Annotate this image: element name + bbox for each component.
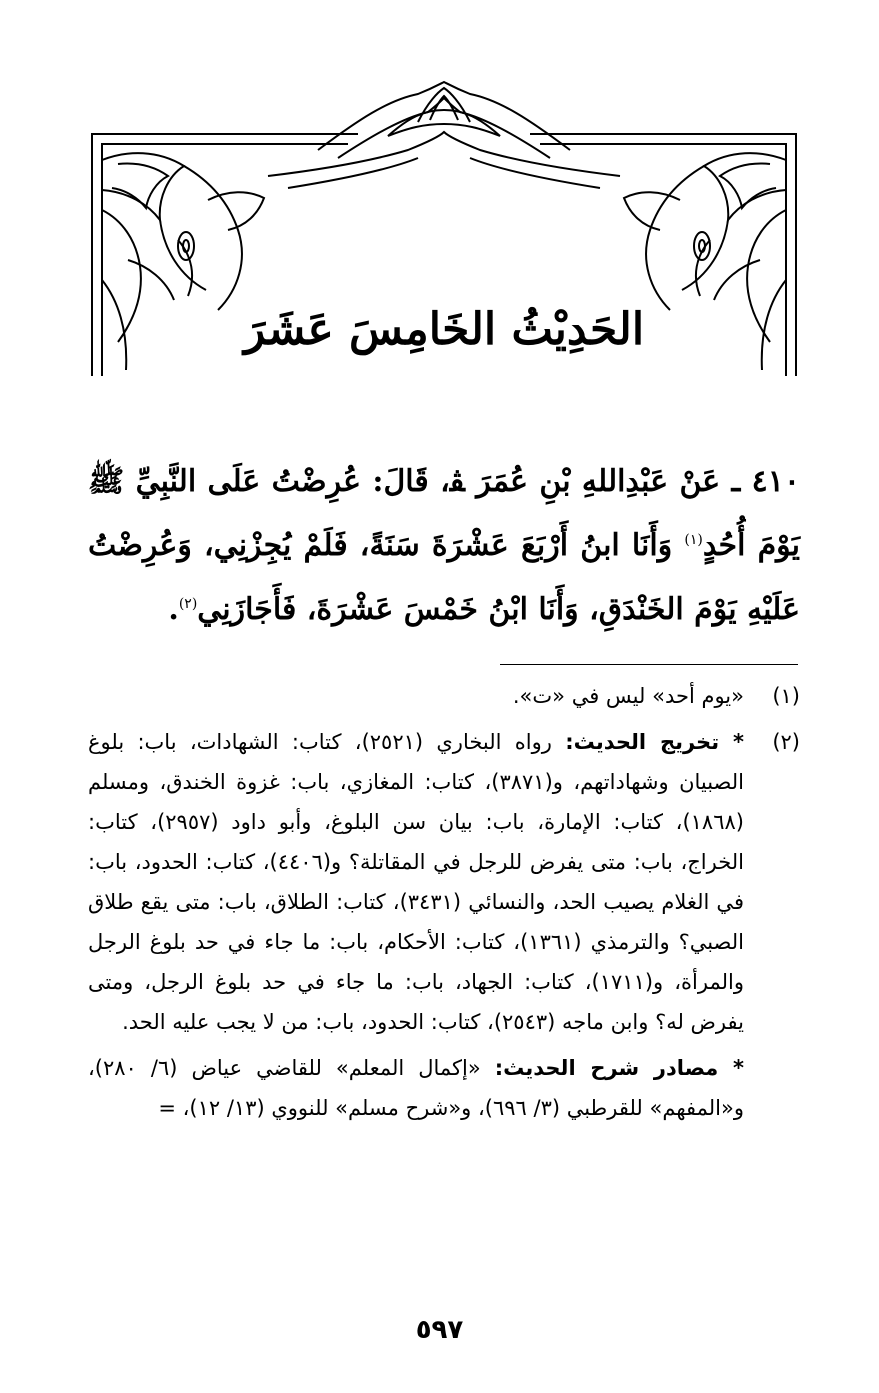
footnote-separator [500,664,798,665]
footnote-number: (٢) [772,730,800,754]
footnote-number: (١) [772,684,800,708]
takhrij-label: * تخريج الحديث: [565,730,744,754]
chapter-title: الحَدِيْثُ الخَامِسَ عَشَرَ [243,304,645,355]
sources-label: * مصادر شرح الحديث: [494,1056,744,1080]
hadith-body-continued: وَأَنَا ابنُ أَرْبَعَ عَشْرَةَ سَنَةً، فَلَمْ يُجِزْنِي، وَعُرِضْتُ عَلَيْهِ يَوْمَ الخَنْدَقِ، وَأَنَا ابْنُ خَمْسَ عَشْرَةَ، فَأَجَازَنِي [88,528,800,627]
footnote-marker-1: (١) [684,532,703,548]
hadith-body: ٤١٠ ـ عَنْ عَبْدِاللهِ بْنِ عُمَرَ ﭭ، قَالَ: عُرِضْتُ عَلَى النَّبِيِّ ﷺ يَوْمَ أُحُدٍ [88,464,800,563]
footnotes [88,676,800,1128]
footnote-1 [88,676,800,716]
footnote-text [88,722,744,1042]
hadith-text [88,452,800,639]
page-number: ٥٩٧ [415,1315,464,1345]
footnote-2 [88,722,800,1042]
takhrij-text: رواه البخاري (٢٥٢١)، كتاب: الشهادات، باب: بلوغ الصبيان وشهاداتهم، و(٣٨٧١)، كتاب: المغازي، باب: غزوة الخندق، ومسلم (١٨٦٨)، كتاب: الإمارة، باب: بيان سن البلوغ، وأبو داود (٢٩٥٧)، كتاب: الخراج، باب: متى يفرض للرجل في المقاتلة؟ و(٤٤٠٦)، كتاب: الحدود، باب: في الغلام يصيب الحد، والنسائي (٣٤٣١)، كتاب: الطلاق، باب: متى يقع طلاق الصبي؟ والترمذي (١٣٦١)، كتاب: الأحكام، باب: ما جاء في حد بلوغ الرجل والمرأة، و(١٧١١)، كتاب: الجهاد، باب: ما جاء في حد بلوغ الرجل، ومتى يفرض له؟ وابن ماجه (٢٥٤٣)، كتاب: الحدود، باب: من لا يجب عليه الحد. [88,730,745,1034]
footnote-text: «يوم أحد» ليس في «ت». [512,684,744,708]
sources-text: «إكمال المعلم» للقاضي عياض (٦/ ٢٨٠)، و«المفهم» للقرطبي (٣/ ٦٩٦)، و«شرح مسلم» للنووي (١٣/ ١٢)، = [88,1056,744,1120]
footnote-marker-2: (٢) [178,596,198,612]
hadith-end: . [168,592,179,627]
sources-paragraph [88,1048,800,1128]
